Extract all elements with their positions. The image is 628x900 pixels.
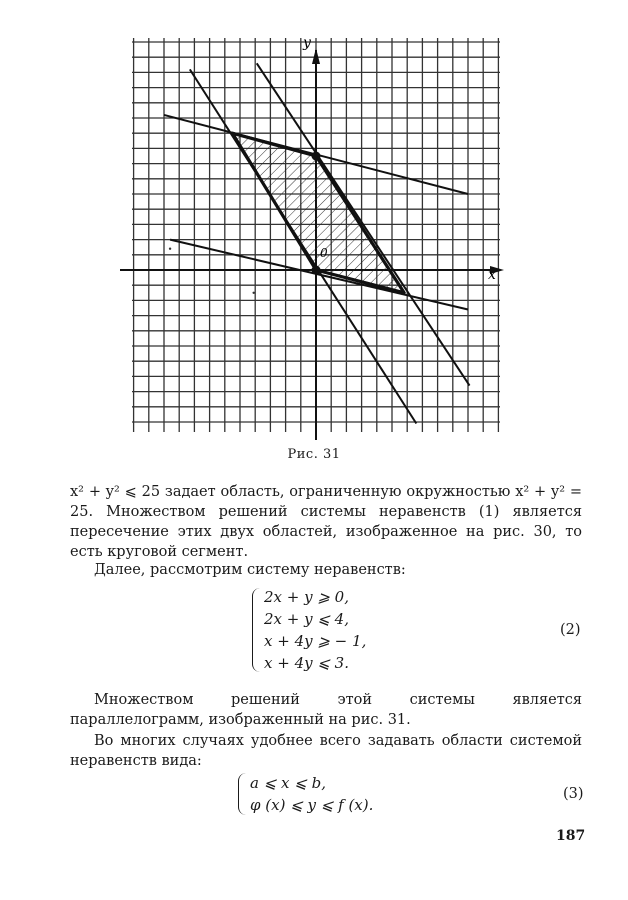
figure-caption: Рис. 31 [287, 447, 341, 462]
system-3 [250, 772, 373, 816]
paragraph-3: Множеством решений этой системы является параллелограмм, изображенный на рис. 31. [70, 692, 582, 728]
system-2 [264, 586, 366, 674]
inequality-4: x + 4y ⩽ 3. [264, 654, 349, 672]
paragraph-4: Во многих случаях удобнее всего задавать области системой неравенств вида: [70, 733, 582, 769]
y-axis-arrow [312, 48, 320, 64]
system-3-brace [238, 773, 247, 815]
inequality-2: 2x + y ⩽ 4, [264, 610, 349, 628]
equation-number-2: (2) [560, 622, 581, 638]
inequality-3: x + 4y ⩾ − 1, [264, 632, 367, 650]
paragraph-1: x² + y² ⩽ 25 задает область, ограниченную окружностью x² + y² = 25. Множеством решений системы неравенств (1) является пересечение этих двух областей, изображенное на рис. 30, то есть круговой сегмент. [70, 484, 582, 560]
origin-label: 0 [320, 246, 328, 260]
x-axis-label: x [488, 267, 496, 283]
y-axis-label: y [303, 35, 311, 51]
point-upper [312, 152, 321, 161]
inequality-1: 2x + y ⩾ 0, [264, 588, 349, 606]
equation-number-3: (3) [563, 786, 584, 802]
system-2-brace [252, 588, 261, 672]
point-lower [312, 266, 321, 275]
inequality-a-b: a ⩽ x ⩽ b, [250, 774, 326, 792]
speck [252, 292, 254, 294]
page-number: 187 [556, 828, 586, 844]
paragraph-2: Далее, рассмотрим систему неравенств: [94, 562, 406, 578]
inequality-phi-f: φ (x) ⩽ y ⩽ f (x). [250, 796, 374, 814]
speck [169, 248, 171, 250]
